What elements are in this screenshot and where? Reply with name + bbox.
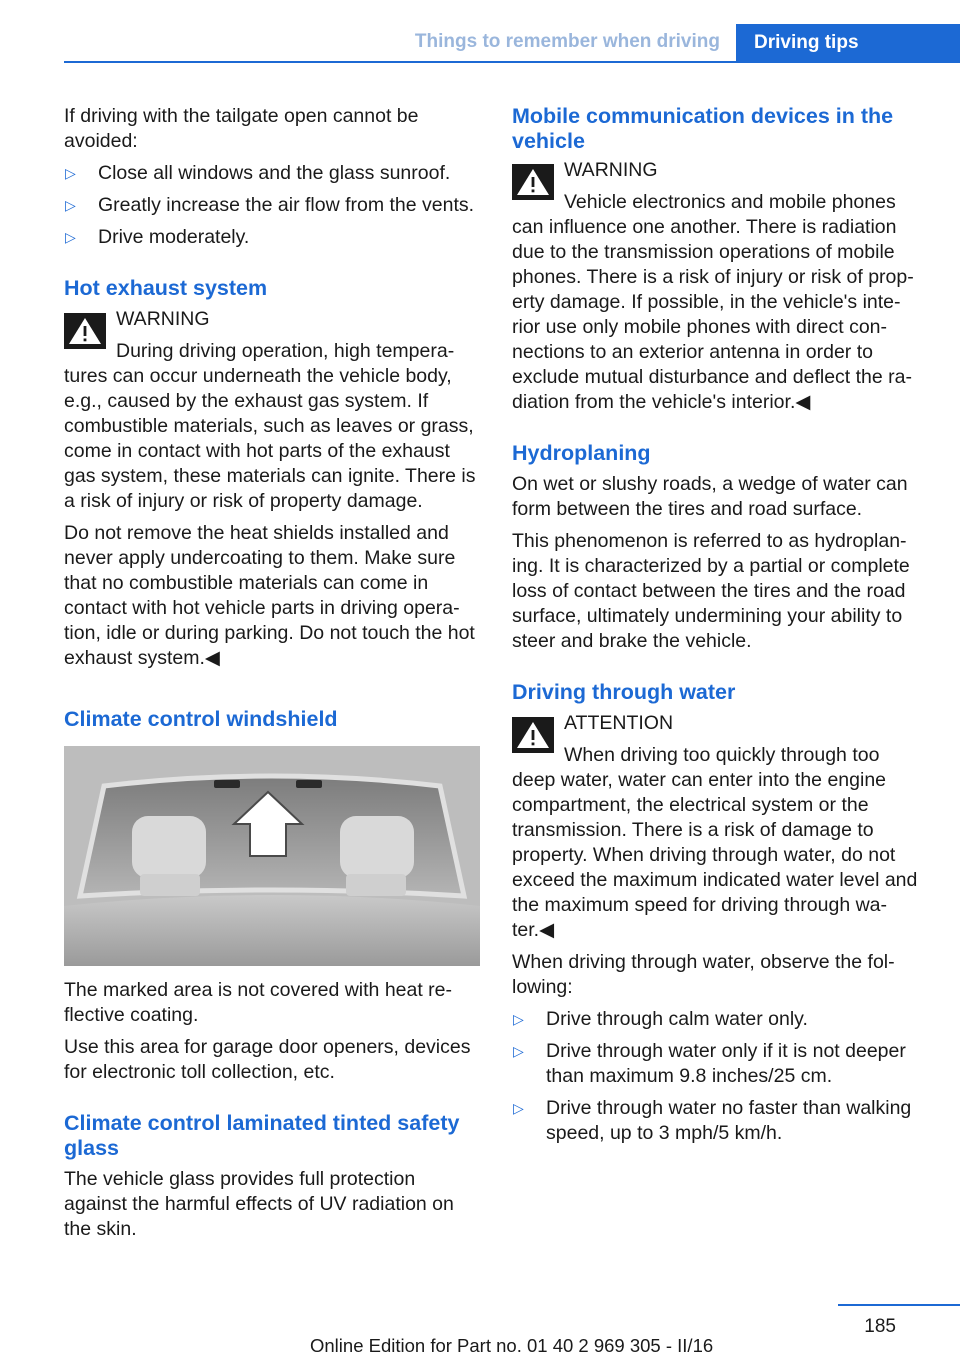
- list-item: [512, 1039, 928, 1089]
- list-item-text: Close all windows and the glass sunroof.: [98, 162, 451, 184]
- driving-through-water-heading: Driving through water: [512, 680, 736, 704]
- water-list: [512, 1007, 928, 1146]
- attention-text: When driving too quickly through too deep water, water can enter into the engine compartment, the electrical system or the transmission. There is a risk of damage to property. When driving through water, do not exceed the maximum indicated water level and the maximum speed for driving through wa‐ter.◀: [512, 744, 918, 941]
- warning-label: WARNING: [116, 308, 210, 330]
- header-rule: [64, 61, 960, 63]
- list-item: [512, 1096, 928, 1146]
- windshield-photo: [64, 746, 480, 966]
- page-number-rule: [838, 1304, 960, 1306]
- mobile-devices-heading: Mobile communication devices in the vehicle: [512, 104, 894, 153]
- list-item: [64, 193, 482, 218]
- tinted-glass-heading: Climate control laminated tinted safety glass: [64, 1111, 460, 1160]
- attention-label: ATTENTION: [564, 712, 674, 734]
- right-column: [512, 104, 928, 1153]
- page-number: 185: [864, 1316, 896, 1337]
- header-section-label: Things to remember when driving: [414, 31, 720, 52]
- windshield-para-2: Use this area for garage door openers, devices for electronic toll collection, etc.: [64, 1036, 471, 1083]
- list-item-text: Drive moderately.: [98, 226, 250, 248]
- warning-text: During driving operation, high tempera‐tures can occur underneath the vehicle body, e.g., caused by the exhaust gas system. If combustible materials, such as leaves or grass, come in contact with hot parts of the exhaust gas system, these materials can ignite. There is a risk of injury or risk of property damage.: [64, 340, 476, 512]
- header-chapter-tab: [736, 24, 960, 61]
- edition-footer: Online Edition for Part no. 01 40 2 969 305 - II/16: [310, 1335, 714, 1356]
- tinted-glass-paragraph: The vehicle glass provides full protection against the harmful effects of UV radiation on the skin.: [64, 1168, 454, 1240]
- list-item-text: Drive through water only if it is not deeper than maximum 9.8 inches/25 cm.: [546, 1040, 906, 1087]
- tailgate-list: [64, 161, 482, 250]
- windshield-heading: Climate control windshield: [64, 707, 338, 731]
- list-item-text: Greatly increase the air flow from the vents.: [98, 194, 475, 216]
- triangle-bullet-icon: ▷: [65, 229, 76, 245]
- warning-text: Vehicle electronics and mobile phones can influence one another. There is radiation due to the transmission operations of mobile phones. There is a risk of injury or risk of prop‐erty damage. If possible, in the vehicle's inte‐rior use only mobile phones with direct con‐nections to an exterior antenna in order to exclude mutual disturbance and deflect the ra‐diation from the vehicle's interior.◀: [512, 191, 914, 413]
- triangle-bullet-icon: ▷: [65, 165, 76, 181]
- list-item: [512, 1007, 928, 1032]
- hydroplaning-heading: Hydroplaning: [512, 441, 651, 465]
- left-column: [64, 104, 482, 1249]
- hot-exhaust-heading: Hot exhaust system: [64, 276, 268, 300]
- tailgate-intro: If driving with the tailgate open cannot be avoided:: [64, 105, 419, 152]
- water-intro: When driving through water, observe the fol‐lowing:: [512, 951, 895, 998]
- list-item-text: Drive through calm water only.: [546, 1008, 808, 1030]
- warning-icon: [512, 717, 554, 753]
- header-chapter-label: Driving tips: [754, 32, 859, 53]
- hydroplaning-para-1: On wet or slushy roads, a wedge of water can form between the tires and road surface.: [512, 473, 908, 520]
- warning-icon: [64, 313, 106, 349]
- warning-icon: [512, 164, 554, 200]
- windshield-para-1: The marked area is not covered with heat re‐flective coating.: [64, 979, 453, 1026]
- triangle-bullet-icon: ▷: [513, 1043, 524, 1059]
- triangle-bullet-icon: ▷: [65, 197, 76, 213]
- water-attention: [512, 711, 928, 943]
- warning-label: WARNING: [564, 159, 658, 181]
- header-section-title: [380, 0, 736, 61]
- list-item: [64, 161, 482, 186]
- list-item-text: Drive through water no faster than walking speed, up to 3 mph/5 km/h.: [546, 1097, 912, 1144]
- list-item: [64, 225, 482, 250]
- hot-exhaust-warning: [64, 307, 482, 514]
- triangle-bullet-icon: ▷: [513, 1011, 524, 1027]
- mobile-devices-warning: [512, 158, 928, 415]
- hydroplaning-para-2: This phenomenon is referred to as hydroplan‐ing. It is characterized by a partial or complete loss of contact between the tires and the road surface, ultimately undermining your ability to steer and brake the vehicle.: [512, 530, 910, 652]
- hot-exhaust-paragraph: Do not remove the heat shields installed and never apply undercoating to them. Make sure that no combustible materials can come in contact with hot vehicle parts in driving opera‐tion, idle or during parking. Do not touch the hot exhaust system.◀: [64, 522, 475, 669]
- triangle-bullet-icon: ▷: [513, 1100, 524, 1116]
